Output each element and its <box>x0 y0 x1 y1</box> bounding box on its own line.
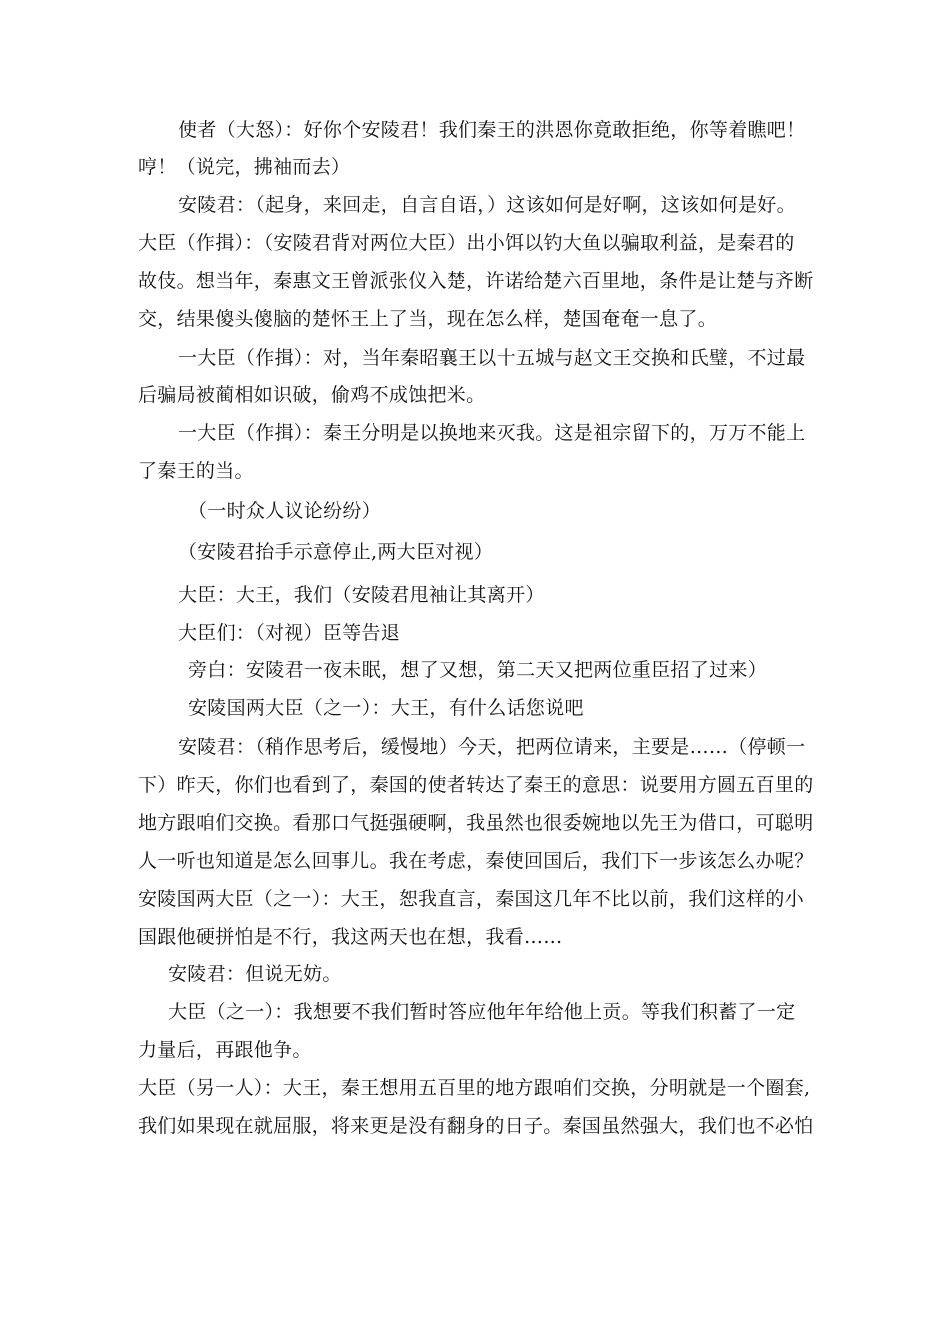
text-line: 人一听也知道是怎么回事儿。我在考虑，秦使回国后，我们下一步该怎么办呢？ <box>138 850 814 872</box>
text-line: 我们如果现在就屈服，将来更是没有翻身的日子。秦国虽然强大，我们也不必怕 <box>138 1115 814 1137</box>
text-line: 大臣（作揖）：（安陵君背对两位大臣）出小饵以钓大鱼以骗取利益，是秦君的 <box>138 232 795 254</box>
text-line: 后骗局被蔺相如识破，偷鸡不成蚀把米。 <box>138 384 486 406</box>
text-line: 安陵君：（起身，来回走，自言自语，）这该如何是好啊，这该如何是好。 <box>178 194 796 216</box>
text-line: 下）昨天，你们也看到了，秦国的使者转达了秦王的意思：说要用方圆五百里的 <box>138 774 814 796</box>
text-line: 使者（大怒）：好你个安陵君！我们秦王的洪恩你竟敢拒绝，你等着瞧吧！ <box>178 119 806 141</box>
text-line: 交，结果傻头傻脑的楚怀王上了当，现在怎么样，楚国奄奄一息了。 <box>138 308 718 330</box>
text-line: 故伎。想当年，秦惠文王曾派张仪入楚，许诺给楚六百里地，条件是让楚与齐断 <box>138 270 814 292</box>
text-line: （安陵君抬手示意停止,两大臣对视） <box>178 541 494 563</box>
text-line: 力量后，再跟他争。 <box>138 1039 312 1061</box>
text-line: 大臣：大王，我们（安陵君甩袖让其离开） <box>178 584 545 606</box>
text-line: 地方跟咱们交换。看那口气挺强硬啊，我虽然也很委婉地以先王为借口，可聪明 <box>138 812 814 834</box>
text-line: 安陵国两大臣（之一）：大王，有什么话您说吧 <box>188 697 584 719</box>
text-line: 一大臣（作揖）：秦王分明是以换地来灭我。这是祖宗留下的，万万不能上 <box>178 422 806 444</box>
text-line: 了秦王的当。 <box>138 460 254 482</box>
text-line: 安陵君：但说无妨。 <box>168 963 342 985</box>
text-line: 大臣们：（对视）臣等告退 <box>178 622 401 644</box>
text-line: 哼！（说完，拂袖而去） <box>138 156 351 178</box>
text-line: 安陵国两大臣（之一）：大王，恕我直言，秦国这几年不比以前，我们这样的小 <box>138 888 805 910</box>
text-line: 一大臣（作揖）：对，当年秦昭襄王以十五城与赵文王交换和氏璧，不过最 <box>178 347 806 369</box>
text-line: （一时众人议论纷纷） <box>188 500 382 522</box>
text-line: 大臣（之一）：我想要不我们暂时答应他年年给他上贡。等我们积蓄了一定 <box>168 1001 796 1023</box>
text-line: 大臣（另一人）：大王，秦王想用五百里的地方跟咱们交换，分明就是一个圈套, <box>138 1077 811 1099</box>
text-line: 旁白：安陵君一夜未眠，想了又想，第二天又把两位重臣招了过来） <box>188 659 768 681</box>
text-line: 国跟他硬拼怕是不行，我这两天也在想，我看…… <box>138 926 563 948</box>
text-line: 安陵君：（稍作思考后，缓慢地）今天，把两位请来，主要是……（停顿一 <box>178 736 806 758</box>
